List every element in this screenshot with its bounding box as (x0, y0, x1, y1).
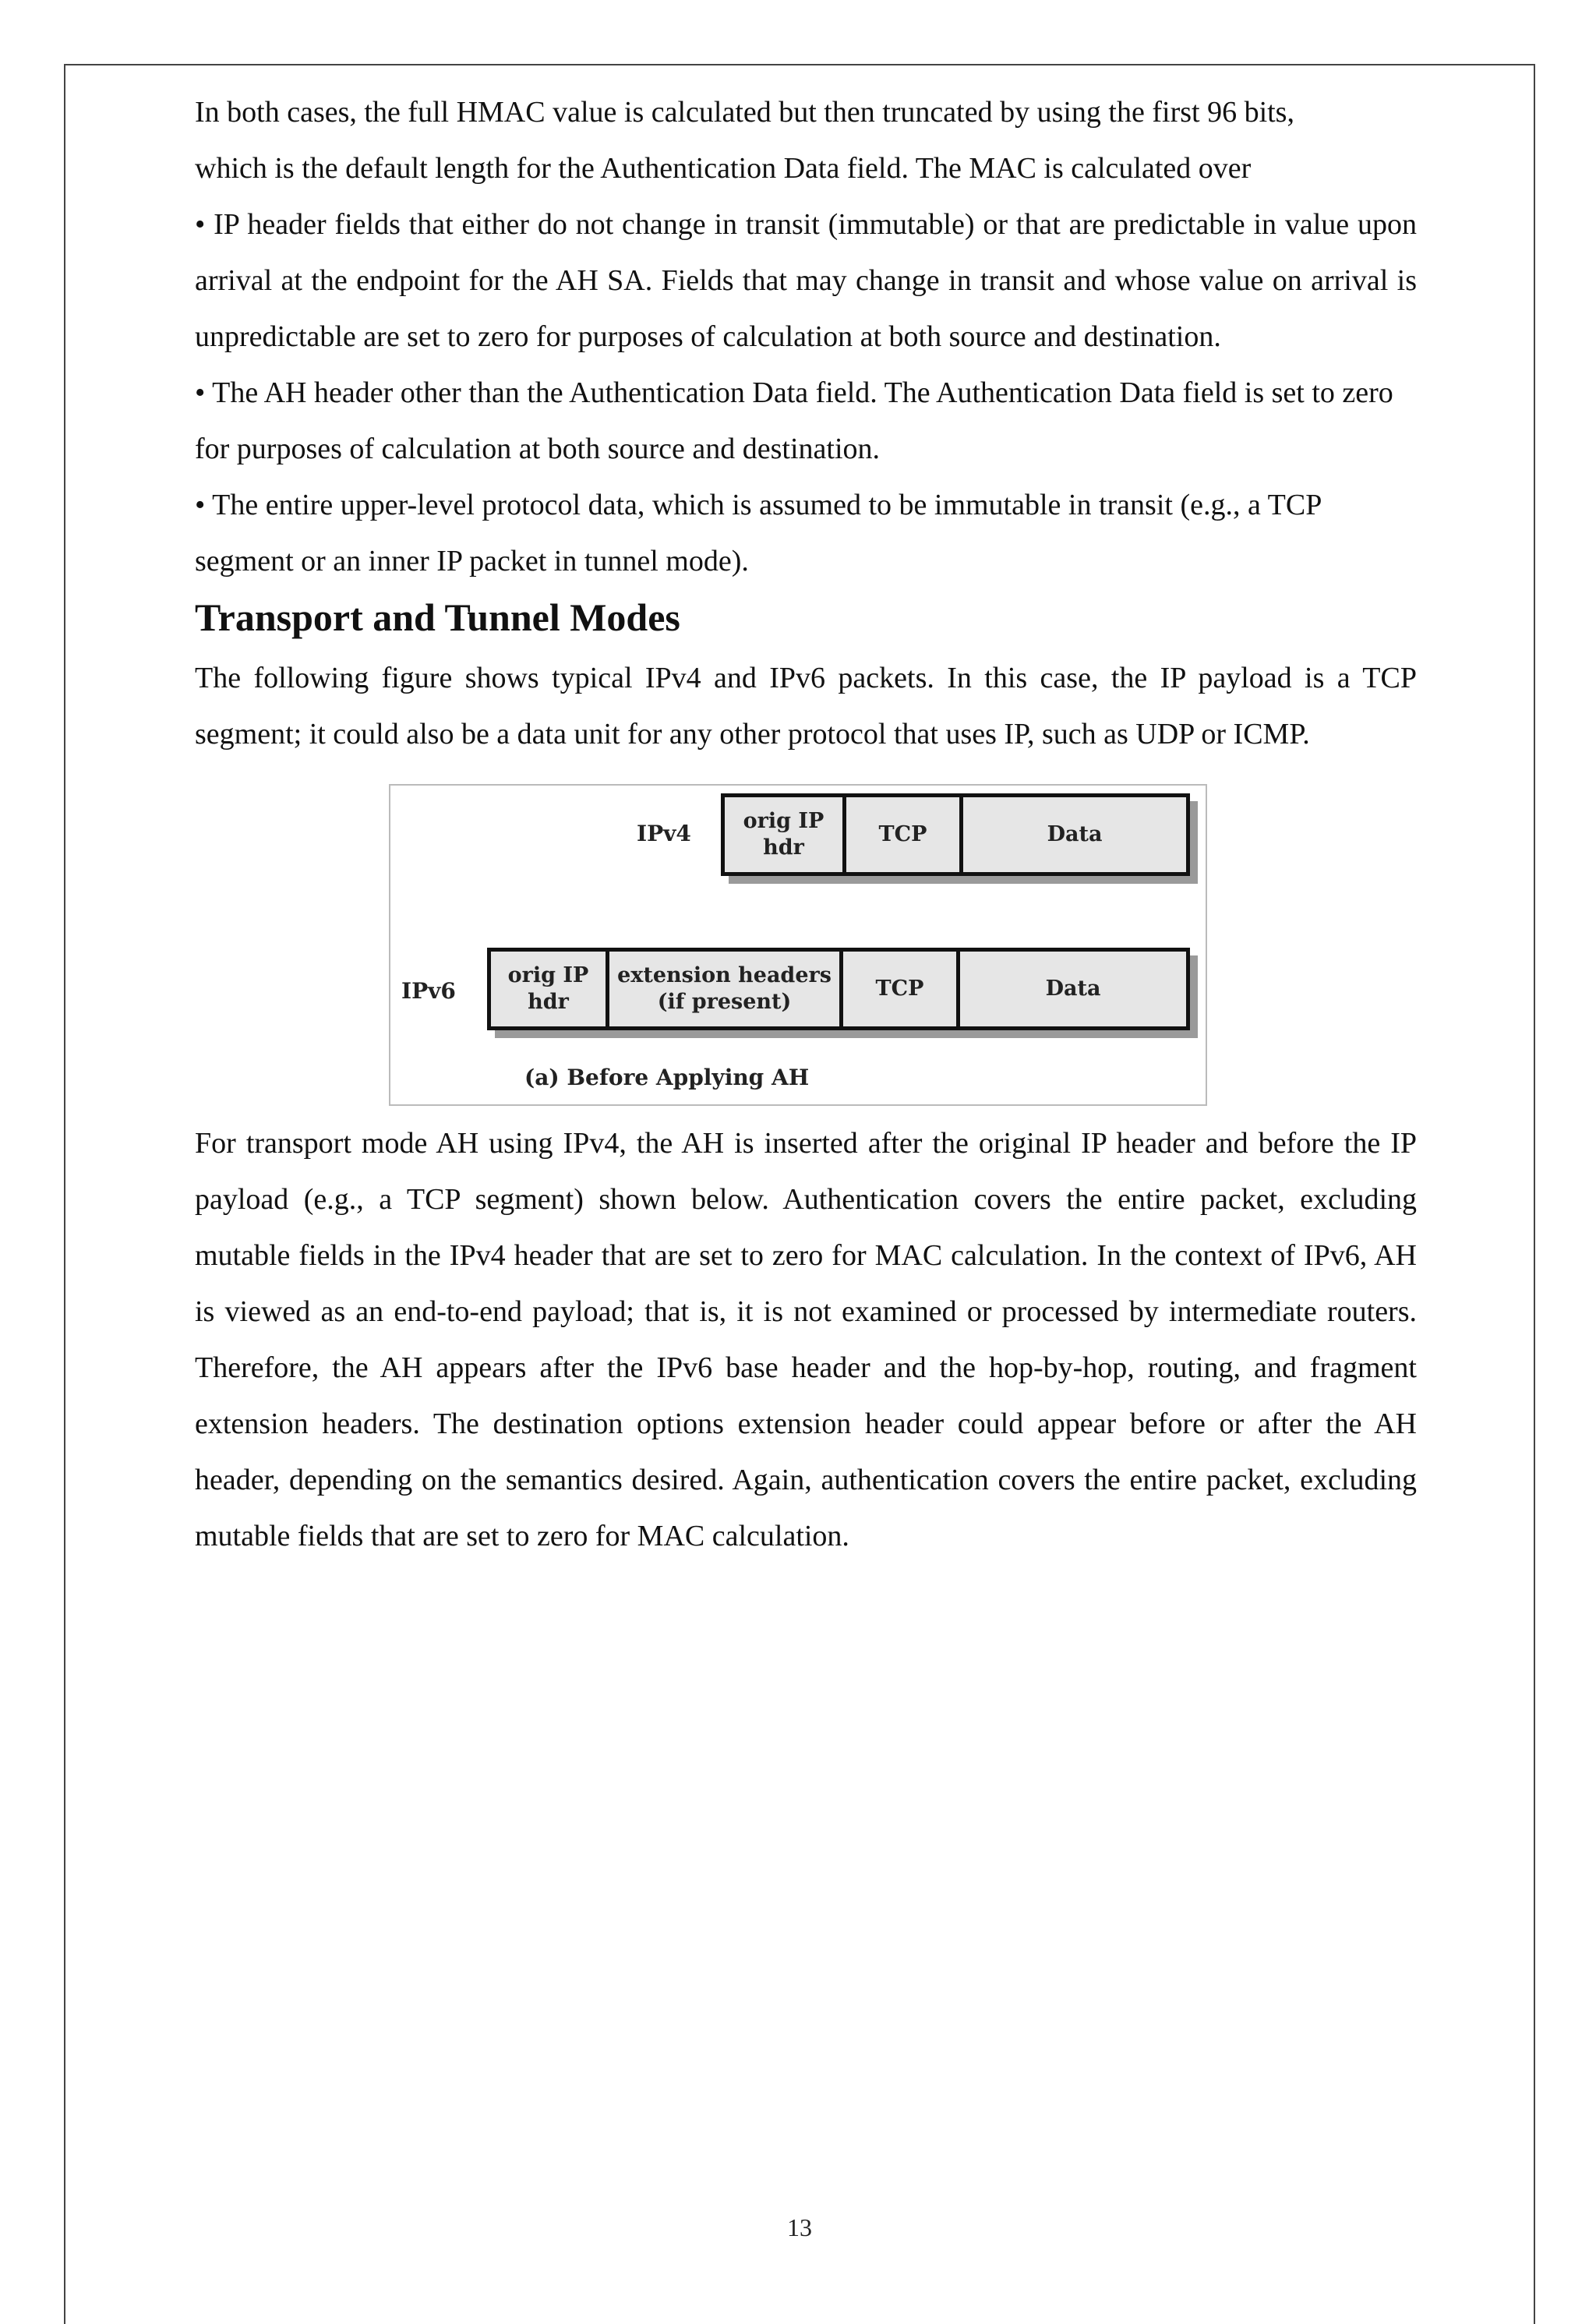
ipv6-label: IPv6 (401, 978, 456, 1004)
ipv6-extension-headers-field: extension headers (if present) (609, 952, 843, 1026)
ipv6-tcp-field: TCP (843, 952, 960, 1026)
packet-figure (389, 784, 1207, 1106)
bullet-ip-header-fields: • IP header fields that either do not change in transit (immutable) or that are predictable in value upon arrival at the endpoint for the AH SA. Fields that may change in transit and whose value on arrival is unpredictable are set to zero for purposes of calculation at both source and destination. (195, 208, 1417, 353)
ipv4-data-field: Data (1047, 822, 1103, 846)
ipv4-tcp-field: TCP (846, 797, 963, 872)
ipv4-packet (721, 793, 1190, 876)
ipv6-orig-ip-hdr-field: orig IP hdr (491, 952, 609, 1026)
figure-intro-paragraph: The following figure shows typical IPv4 and IPv6 packets. In this case, the IP payload is a TCP segment; it could also be a data unit for any other protocol that uses IP, such as UDP or ICMP. (195, 662, 1417, 751)
intro-line-2: which is the default length for the Authentication Data field. The MAC is calculated over (195, 152, 1252, 185)
page-number: 13 (787, 2213, 812, 2241)
ipv6-packet (487, 948, 1190, 1030)
section-heading: Transport and Tunnel Modes (195, 595, 680, 639)
bullet-upper-level-data: • The entire upper-level protocol data, which is assumed to be immutable in transit (e.g., a TCP segment or an inner IP packet in tunnel mode). (195, 489, 1321, 577)
ipv4-label: IPv4 (637, 821, 691, 846)
transport-mode-paragraph: For transport mode AH using IPv4, the AH is inserted after the original IP header and before the IP payload (e.g., a TCP segment) shown below. Authentication covers the entire packet, excluding mutable fields in the IPv4 header that are set to zero for MAC calculation. In the context of IPv6, AH is viewed as an end-to-end payload; that is, it is not examined or processed by intermediate routers. Therefore, the AH appears after the IPv6 base header and the hop-by-hop, routing, and fragment extension headers. The destination options extension header could appear before or after the AH header, depending on the semantics desired. Again, authentication covers the entire packet, excluding mutable fields that are set to zero for MAC calculation. (195, 1127, 1417, 1552)
bullet-ah-header: • The AH header other than the Authentication Data field. The Authentication Data field is set to zero for purposes of calculation at both source and destination. (195, 376, 1393, 465)
ipv6-data-field: Data (1045, 977, 1101, 1001)
figure-caption: (a) Before Applying AH (524, 1065, 810, 1090)
document-body (195, 84, 1417, 1564)
intro-line-1: In both cases, the full HMAC value is calculated but then truncated by using the first 96 bits, (195, 96, 1294, 129)
ipv4-orig-ip-hdr-field: orig IP hdr (725, 797, 846, 872)
